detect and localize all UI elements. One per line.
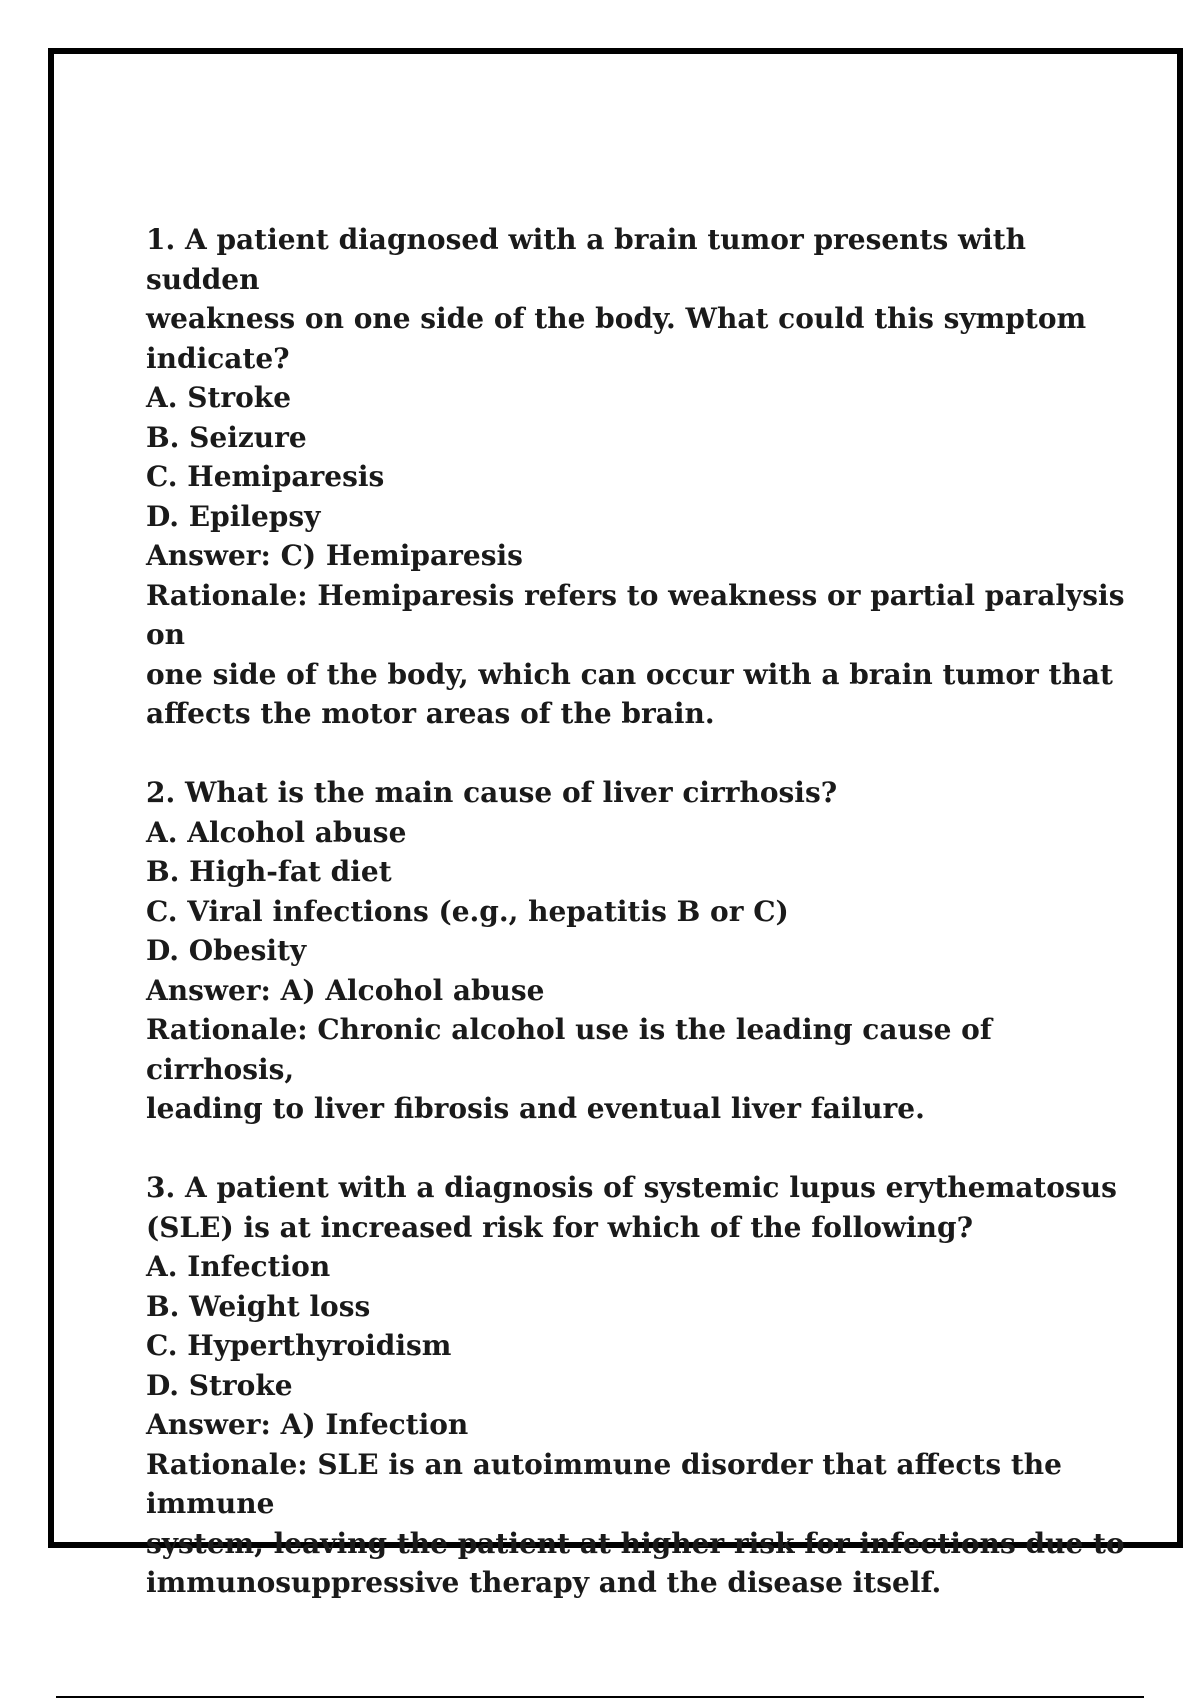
option-d: D. Stroke	[146, 1368, 293, 1402]
option-c: C. Hyperthyroidism	[146, 1329, 452, 1362]
rationale-line: affects the motor areas of the brain.	[146, 697, 715, 730]
option-c: C. Hemiparesis	[146, 460, 385, 493]
question-list	[146, 220, 1126, 1642]
question-block-3	[146, 1168, 1126, 1603]
question-text-line: 2. What is the main cause of liver cirrhosis?	[146, 776, 838, 809]
bottom-divider	[56, 1696, 1144, 1698]
rationale-line: Rationale: Hemiparesis refers to weakness or partial paralysis on	[146, 578, 1125, 651]
option-d: D. Obesity	[146, 934, 307, 967]
answer-line: Answer: A) Infection	[146, 1408, 469, 1441]
option-b: B. Weight loss	[146, 1289, 371, 1323]
option-a: A. Alcohol abuse	[146, 815, 407, 849]
answer-line: Answer: C) Hemiparesis	[146, 539, 523, 572]
question-text-line: weakness on one side of the body. What could this symptom	[146, 302, 1087, 335]
rationale-line: Rationale: Chronic alcohol use is the leading cause of cirrhosis,	[146, 1013, 992, 1086]
option-b: B. High-fat diet	[146, 855, 392, 888]
option-d: D. Epilepsy	[146, 499, 321, 533]
question-text-line: indicate?	[146, 341, 290, 375]
rationale-line: system, leaving the patient at higher risk for infections due to	[146, 1526, 1125, 1560]
answer-line: Answer: A) Alcohol abuse	[146, 973, 545, 1007]
question-block-2	[146, 773, 1126, 1129]
rationale-line: Rationale: SLE is an autoimmune disorder that affects the immune	[146, 1447, 1062, 1520]
question-block-1	[146, 220, 1126, 734]
option-c: C. Viral infections (e.g., hepatitis B or C)	[146, 894, 789, 928]
rationale-line: immunosuppressive therapy and the disease itself.	[146, 1566, 942, 1599]
option-a: A. Stroke	[146, 381, 292, 414]
question-text-line: (SLE) is at increased risk for which of the following?	[146, 1210, 973, 1244]
rationale-line: leading to liver fibrosis and eventual liver failure.	[146, 1092, 925, 1125]
option-b: B. Seizure	[146, 420, 307, 454]
question-text-line: 1. A patient diagnosed with a brain tumor presents with sudden	[146, 223, 1027, 296]
question-text-line: 3. A patient with a diagnosis of systemic lupus erythematosus	[146, 1171, 1117, 1204]
rationale-line: one side of the body, which can occur with a brain tumor that	[146, 657, 1113, 691]
option-a: A. Infection	[146, 1250, 331, 1283]
